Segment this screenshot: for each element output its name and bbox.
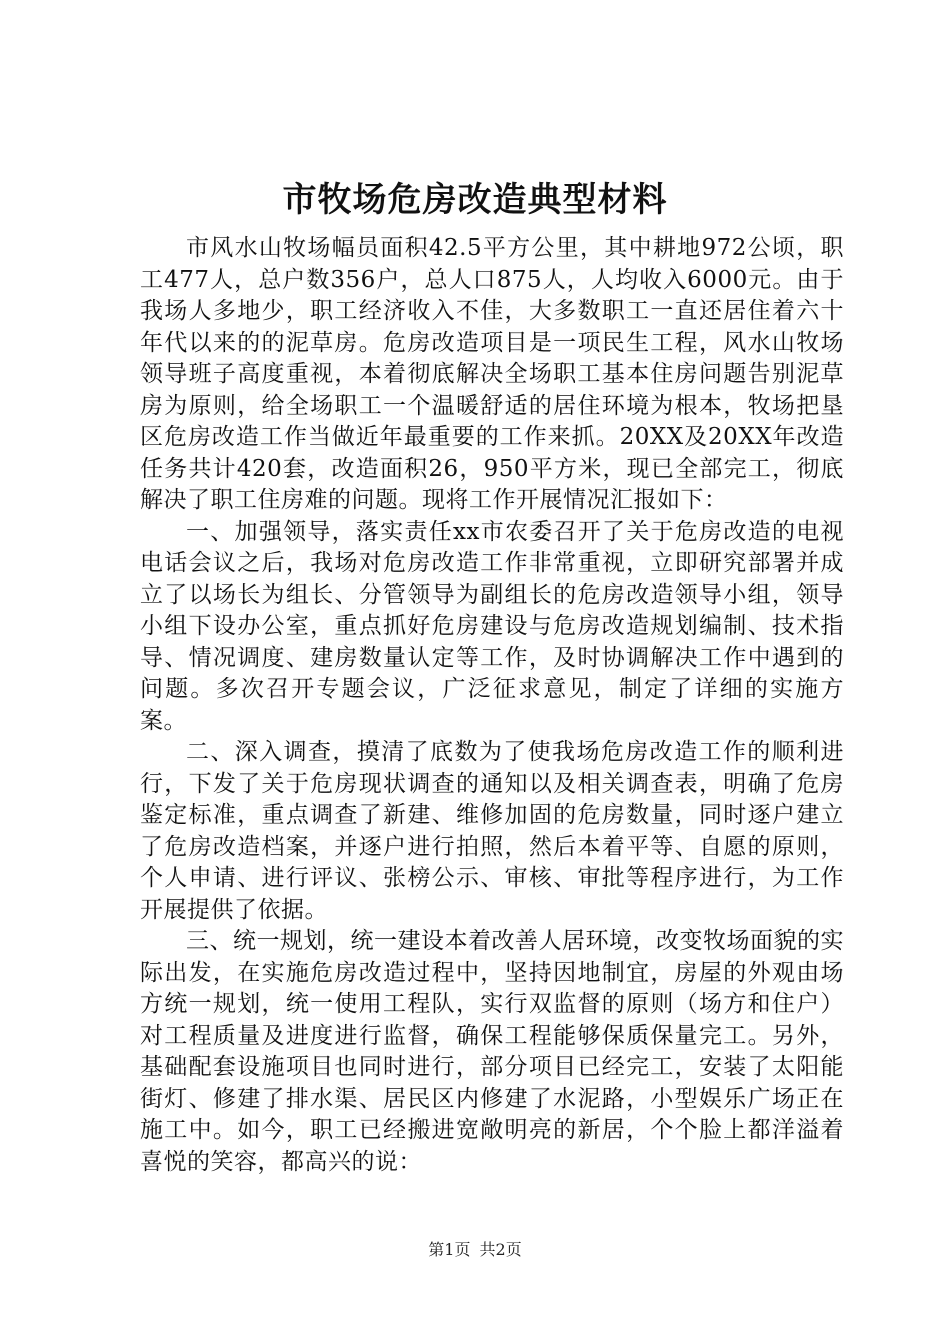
page-total: 共2页 bbox=[479, 1240, 522, 1259]
page-number: 第1页 bbox=[428, 1240, 471, 1259]
document-title: 市牧场危房改造典型材料 bbox=[282, 180, 668, 220]
document-body bbox=[140, 233, 844, 1178]
paragraph-section-3: 三、统一规划，统一建设本着改善人居环境，改变牧场面貌的实际出发，在实施危房改造过程中，坚持因地制宜，房屋的外观由场方统一规划，统一使用工程队，实行双监督的原则（场方和住户）对工程质量及进度进行监督，确保工程能够保质保量完工。另外，基础配套设施项目也同时进行，部分项目已经完工，安装了太阳能街灯、修建了排水渠、居民区内修建了水泥路，小型娱乐广场正在施工中。如今，职工已经搬进宽敞明亮的新居，个个脸上都洋溢着喜悦的笑容，都高兴的说： bbox=[140, 928, 844, 1175]
paragraph-intro: 市风水山牧场幅员面积42.5平方公里，其中耕地972公顷，职工477人，总户数356户，总人口875人，人均收入6000元。由于我场人多地少，职工经济收入不佳，大多数职工一直还居住着六十年代以来的的泥草房。危房改造项目是一项民生工程，风水山牧场领导班子高度重视，本着彻底解决全场职工基本住房问题告别泥草房为原则，给全场职工一个温暖舒适的居住环境为根本，牧场把垦区危房改造工作当做近年最重要的工作来抓。20XX及20XX年改造任务共计420套，改造面积26，950平方米，现已全部完工，彻底解决了职工住房难的问题。现将工作开展情况汇报如下： bbox=[140, 235, 844, 513]
paragraph-section-1: 一、加强领导，落实责任xx市农委召开了关于危房改造的电视电话会议之后，我场对危房改造工作非常重视，立即研究部署并成立了以场长为组长、分管领导为副组长的危房改造领导小组，领导小组下设办公室，重点抓好危房建设与危房改造规划编制、技术指导、情况调度、建房数量认定等工作，及时协调解决工作中遇到的问题。多次召开专题会议，广泛征求意见，制定了详细的实施方案。 bbox=[140, 518, 844, 734]
paragraph-section-2: 二、深入调查，摸清了底数为了使我场危房改造工作的顺利进行，下发了关于危房现状调查的通知以及相关调查表，明确了危房鉴定标准，重点调查了新建、维修加固的危房数量，同时逐户建立了危房改造档案，并逐户进行拍照，然后本着平等、自愿的原则，个人申请、进行评议、张榜公示、审核、审批等程序进行，为工作开展提供了依据。 bbox=[140, 739, 844, 923]
page-footer bbox=[0, 1240, 950, 1260]
